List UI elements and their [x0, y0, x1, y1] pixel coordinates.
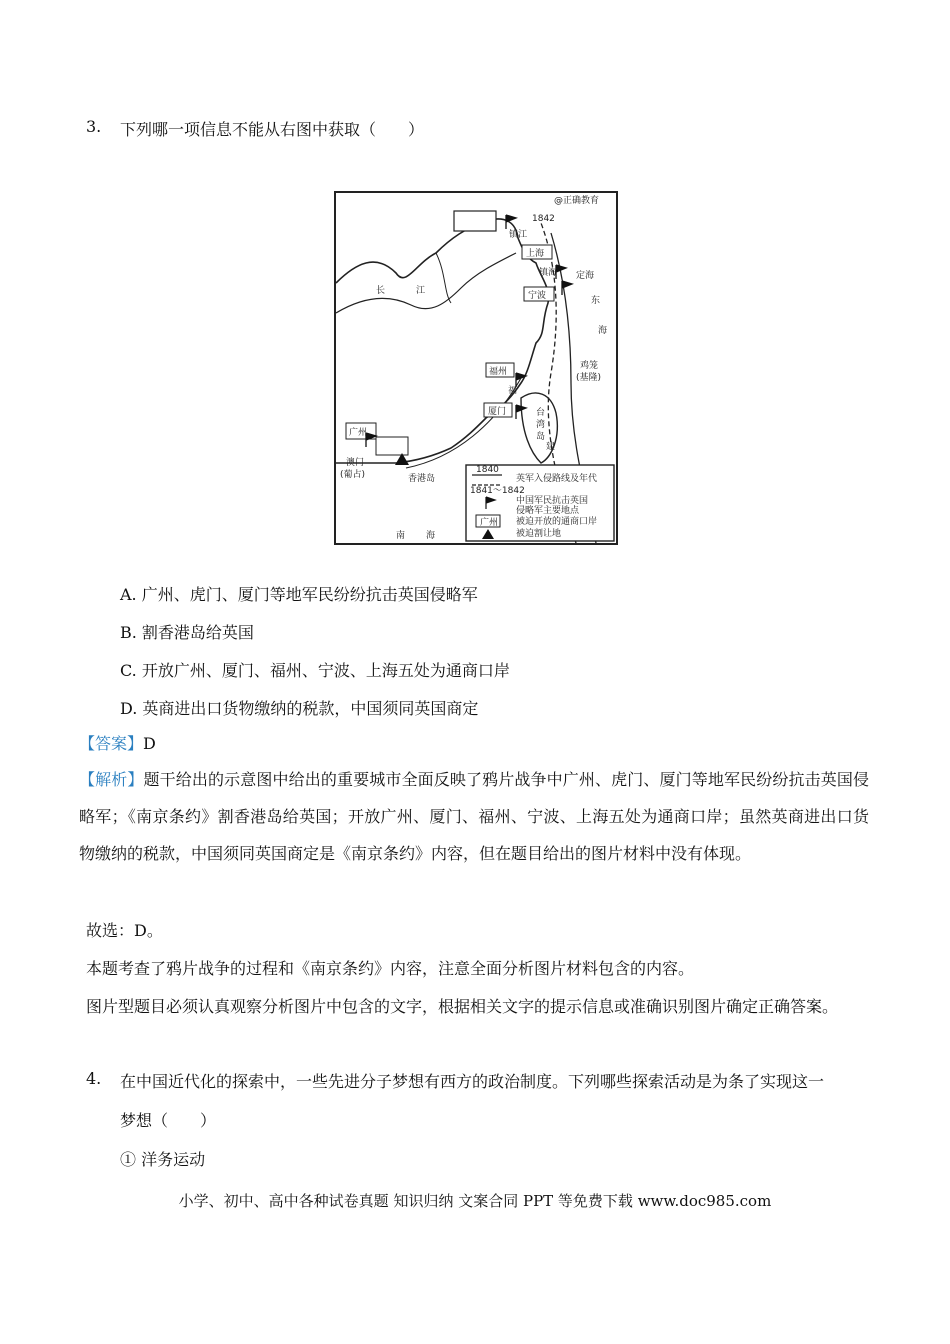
map-label-fu: 福	[508, 386, 518, 396]
option-d: D. 英商进出口货物缴纳的税款，中国须同英国商定	[120, 699, 479, 718]
map-label-shanghai: 上海	[526, 249, 545, 259]
map-label-aomen: 澳门	[346, 458, 365, 468]
map-watermark: @正确教育	[554, 196, 600, 206]
map-label-jiang: 江	[416, 286, 426, 296]
map-label-xianggang: 香港岛	[408, 474, 436, 484]
legend-port: 被迫开放的通商口岸	[516, 517, 598, 527]
yangtze-river	[336, 253, 516, 313]
analysis-paragraph	[79, 761, 869, 872]
question-3-stem: 下列哪一项信息不能从右图中获取（ ）	[120, 120, 425, 139]
option-c: C. 开放广州、厦门、福州、宁波、上海五处为通商口岸	[120, 661, 510, 680]
choice-line: 故选：D。	[86, 921, 163, 940]
map-label-chang: 长	[376, 286, 386, 296]
map-label-zhenhai: 镇海	[539, 268, 558, 278]
legend-ceded: 被迫割让地	[516, 529, 562, 539]
legend-year-1840: 1840	[476, 465, 499, 475]
map-label-taiwan-1: 台	[536, 408, 546, 418]
question-4-stem-line1: 在中国近代化的探索中，一些先进分子梦想有西方的政治制度。下列哪些探索活动是为条了实现这一	[120, 1072, 825, 1091]
map-label-taiwan-3: 岛	[536, 432, 546, 442]
map-label-fuzhou: 福州	[489, 367, 508, 377]
note-2: 图片型题目必须认真观察分析图片中包含的文字，根据相关文字的提示信息或准确识别图片确定正确答案。	[86, 997, 839, 1016]
legend-year-1841: 1841～1842	[470, 486, 525, 496]
answer-label: 【答案】	[79, 734, 144, 753]
map-label-xiamen: 厦门	[488, 407, 507, 417]
note-1: 本题考查了鸦片战争的过程和《南京条约》内容，注意全面分析图片材料包含的内容。	[86, 959, 695, 978]
map-label-jian: 建	[546, 442, 556, 452]
analysis-label: 【解析】	[79, 770, 144, 789]
answer-line	[79, 731, 156, 754]
question-4-number: 4.	[86, 1069, 102, 1088]
map-label-dong: 东	[591, 296, 601, 306]
map-label-nan: 南	[396, 531, 406, 541]
page-footer: 小学、初中、高中各种试卷真题 知识归纳 文案合同 PPT 等免费下载 www.doc985.com	[178, 1192, 772, 1210]
legend-port-sample: 广州	[480, 518, 499, 528]
map-label-zhenjiang: 镇江	[509, 230, 528, 240]
map-drawing	[336, 193, 616, 543]
map-label-ningbo: 宁波	[528, 291, 547, 301]
map-label-hai: 海	[598, 326, 608, 336]
question-4-item-1: ① 洋务运动	[120, 1150, 206, 1169]
map-label-taiwan-2: 湾	[536, 420, 546, 430]
answer-value: D	[143, 734, 156, 753]
map-label-1842: 1842	[532, 214, 555, 224]
question-3-number: 3.	[86, 117, 102, 136]
map-label-dinghai: 定海	[576, 271, 595, 281]
question-4-stem-line2: 梦想（ ）	[120, 1111, 217, 1130]
legend-route: 英军入侵路线及年代	[516, 474, 598, 484]
legend-resist-1: 中国军民抗击英国	[516, 496, 589, 506]
map-legend	[466, 465, 614, 541]
analysis-text: 题干给出的示意图中给出的重要城市全面反映了鸦片战争中广州、虎门、厦门等地军民纷纷抗击英国侵略军；《南京条约》割香港岛给英国；开放广州、厦门、福州、宁波、上海五处为通商口岸；虽然英商进出口货物缴纳的税款，中国须同英国商定是《南京条约》内容，但在题目给出的图片材料中没有体现。	[79, 770, 869, 863]
opium-war-map	[334, 191, 618, 545]
route-coastal	[406, 378, 521, 468]
legend-resist-2: 侵略军主要地点	[516, 506, 580, 516]
map-label-jilong-alt: (基隆)	[576, 373, 602, 383]
map-label-hai2: 海	[426, 531, 436, 541]
river-branch	[436, 253, 451, 303]
map-label-jilong: 鸡笼	[580, 361, 599, 371]
option-a: A. 广州、虎门、厦门等地军民纷纷抗击英国侵略军	[120, 585, 478, 604]
option-b: B. 割香港岛给英国	[120, 623, 254, 642]
map-label-guangzhou: 广州	[349, 428, 368, 438]
map-label-aomen-alt: (葡占)	[340, 470, 366, 480]
